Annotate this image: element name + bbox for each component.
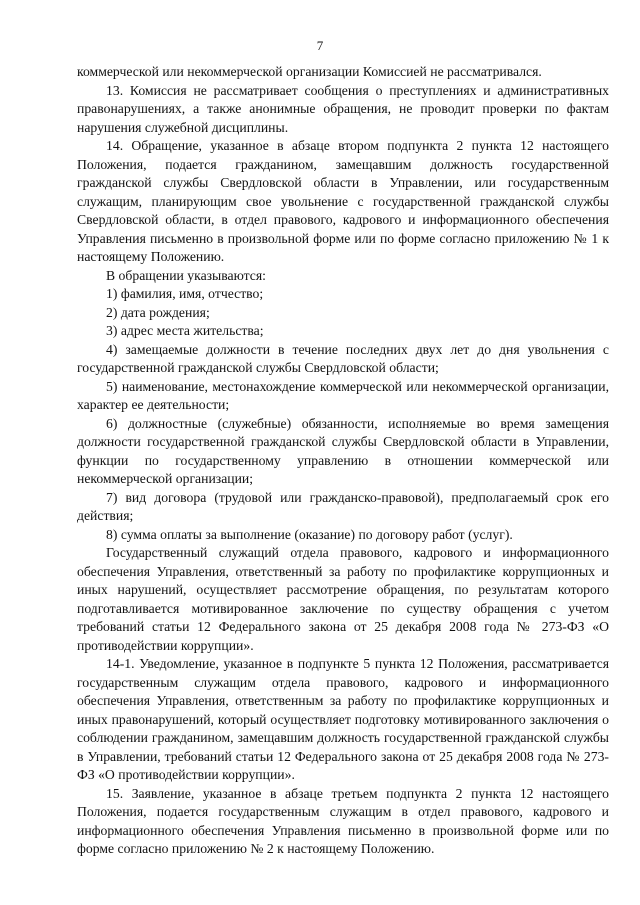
list-item: 7) вид договора (трудовой или гражданско-правовой), предполагаемый срок его действия;: [77, 489, 609, 523]
paragraph: 13. Комиссия не рассматривает сообщения о преступлениях и административных правонарушениях, а также анонимные обращения, не проводит проверки по фактам нарушения служебной дисциплины.: [77, 82, 609, 135]
paragraph: коммерческой или некоммерческой организации Комиссией не рассматривался.: [77, 64, 542, 79]
list-item: 8) сумма оплаты за выполнение (оказание) по договору работ (услуг).: [106, 526, 513, 542]
paragraph: Государственный служащий отдела правового, кадрового и информационного обеспечения Управления, ответственный за работу по профилактике коррупционных и иных нарушений, осуществляет рассмотрение обращения, по результатам которого подготавливается мотивированное заключение по существу обращения с учетом требований статьи 12 Федерального закона от 25 декабря 2008 года № 273-ФЗ «О противодействии коррупции».: [77, 545, 609, 653]
paragraph: 14. Обращение, указанное в абзаце втором подпункта 2 пункта 12 настоящего Положения, подается гражданином, замещавшим должность государственной гражданской службы Свердловской области в Управлении, или государственным служащим, планирующим свое увольнение с государственной гражданской службы Свердловской области, в отдел правового, кадрового и информационного обеспечения Управления письменно в произвольной форме или по форме согласно приложению № 1 к настоящему Положению.: [77, 138, 609, 264]
paragraph: В обращении указываются:: [106, 267, 266, 283]
list-item: 1) фамилия, имя, отчество;: [106, 286, 264, 301]
list-item: 5) наименование, местонахождение коммерческой или некоммерческой организации, характер ее деятельности;: [77, 378, 609, 412]
list-item: 2) дата рождения;: [106, 304, 210, 320]
paragraph: 15. Заявление, указанное в абзаце третьем подпункта 2 пункта 12 настоящего Положения, подается государственным служащим в отдел правового, кадрового и информационного обеспечения Управления письменно в произвольной форме или по форме согласно приложению № 2 к настоящему Положению.: [77, 785, 609, 856]
list-item: 4) замещаемые должности в течение последних двух лет до дня увольнения с государственной гражданской службы Свердловской области;: [77, 341, 609, 375]
list-item: 3) адрес места жительства;: [106, 323, 264, 338]
page-number: 7: [316, 38, 324, 53]
document-body: [77, 63, 609, 859]
list-item: 6) должностные (служебные) обязанности, исполняемые во время замещения должности государственной гражданской службы Свердловской области в Управлении, функции по государственному управлению в отношении коммерческой или некоммерческой организации;: [77, 415, 609, 486]
paragraph: 14-1. Уведомление, указанное в подпункте 5 пункта 12 Положения, рассматривается государственным служащим отдела правового, кадрового и информационного обеспечения Управления, ответственным за работу по профилактике коррупционных и иных правонарушений, который осуществляет подготовку мотивированного заключения о соблюдении гражданином, замещавшим должность государственной гражданской службы в Управлении, требований статьи 12 Федерального закона от 25 декабря 2008 года № 273-ФЗ «О противодействии коррупции».: [77, 656, 609, 782]
